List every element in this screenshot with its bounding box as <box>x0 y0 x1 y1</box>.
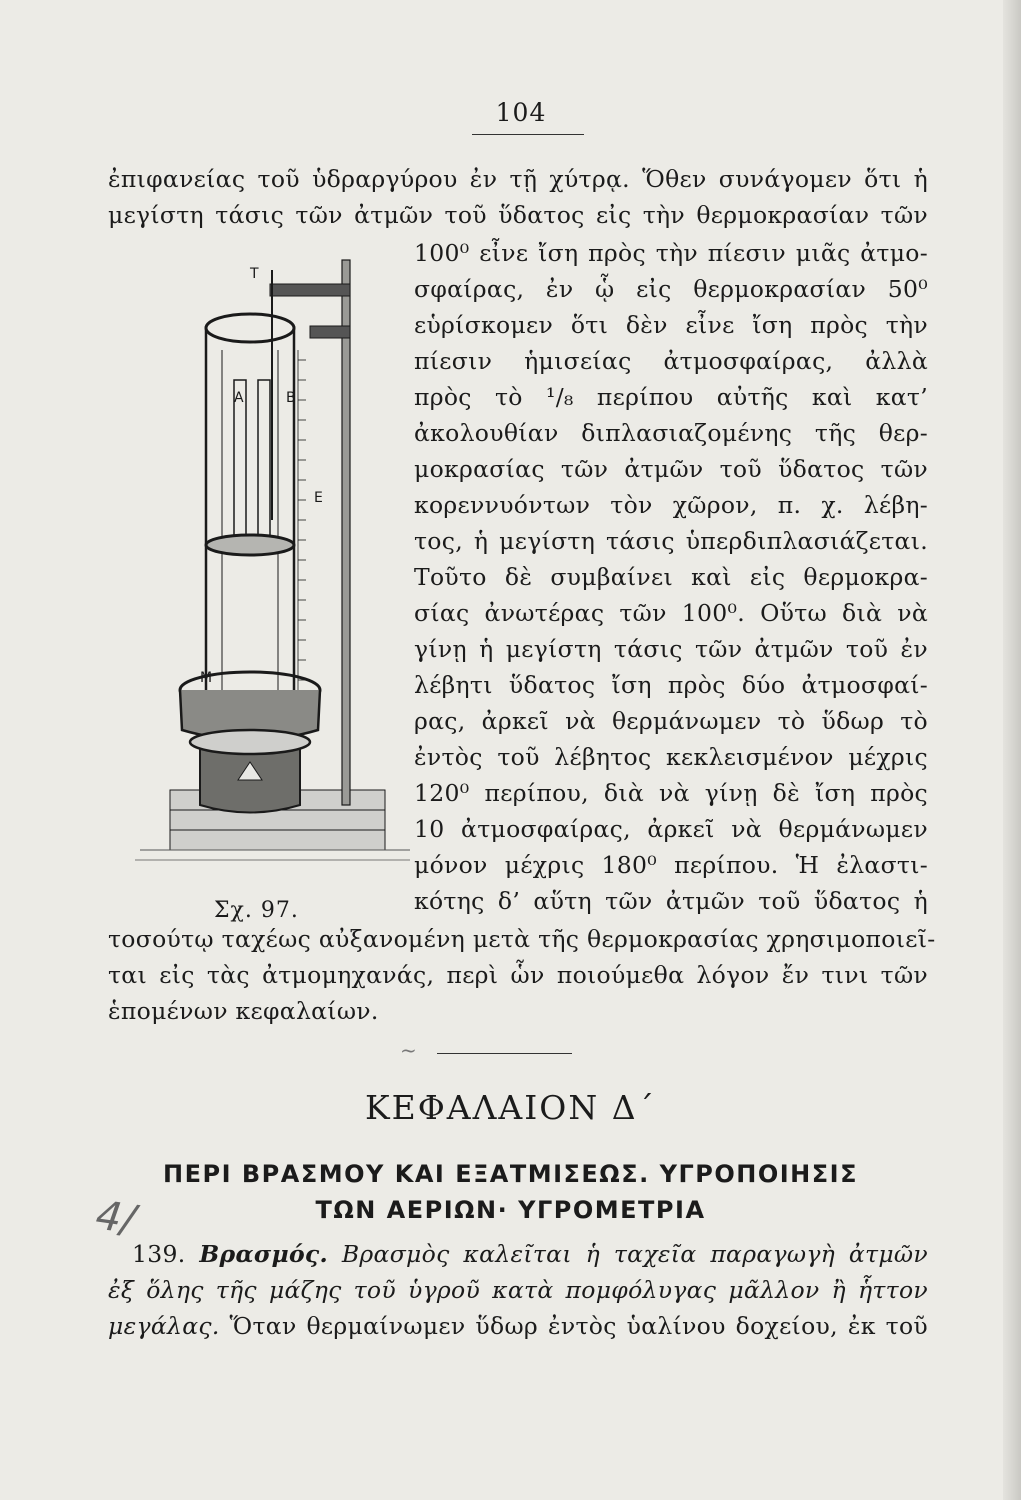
section-first-line <box>132 1237 928 1271</box>
text-line: μοκρασίας τῶν ἀτμῶν τοῦ ὕδατος τῶν <box>414 455 928 483</box>
text-line: ἑπομένων κεφαλαίων. <box>108 997 379 1025</box>
text-line: μεγίστη τάσις τῶν ἀτμῶν τοῦ ὕδατος εἰς τὴν θερμοκρασίαν τῶν <box>108 201 928 229</box>
text-line: Τοῦτο δὲ συμβαίνει καὶ εἰς θερμοκρα- <box>414 563 928 591</box>
text-line: 100⁰ εἶνε ἴση πρὸς τὴν πίεσιν μιᾶς ἀτμο- <box>414 239 928 267</box>
stand-rod <box>342 260 350 805</box>
text-line: λέβητι ὕδατος ἴση πρὸς δύο ἀτμοσφαί- <box>414 671 928 699</box>
section-line-3 <box>108 1309 928 1343</box>
text-line: 120⁰ περίπου, διὰ νὰ γίνῃ δὲ ἴση πρὸς <box>414 779 928 807</box>
text-line: ἐντὸς τοῦ λέβητος κεκλεισμένον μέχρις <box>414 743 928 771</box>
text-line: κορεννυόντων τὸν χῶρον, π. χ. λέβη- <box>414 491 928 519</box>
text-line: 10 ἀτμοσφαίρας, ἀρκεῖ νὰ θερμάνωμεν <box>414 815 928 843</box>
header-rule <box>472 134 584 135</box>
text-line: τοσούτῳ ταχέως αὐξανομένη μετὰ τῆς θερμοκρασίας χρησιμοποιεῖ- <box>108 925 936 953</box>
chapter-subtitle-line-2: ΤΩΝ ΑΕΡΙΩΝ· ΥΓΡΟΜΕΤΡΙΑ <box>315 1196 706 1224</box>
text-line: πίεσιν ἡμισείας ἀτμοσφαίρας, ἀλλὰ <box>414 347 928 375</box>
boiler-apparatus-figure <box>130 250 415 890</box>
section-number: 139. <box>132 1240 186 1268</box>
page-edge <box>1003 0 1021 1500</box>
text-line: σίας ἀνωτέρας τῶν 100⁰. Οὕτω διὰ νὰ <box>414 599 928 627</box>
section-heading: Βρασμός. <box>199 1240 329 1268</box>
upper-clamp <box>270 284 350 296</box>
squiggle-mark: ~ <box>400 1038 417 1062</box>
text-line: ται εἰς τὰς ἀτμομηχανάς, περὶ ὧν ποιούμεθα λόγον ἔν τινι τῶν <box>108 961 928 989</box>
figure-label-T: T <box>250 266 259 282</box>
text-line: πρὸς τὸ ¹/₈ περίπου αὐτῆς καὶ κατ’ <box>414 383 928 411</box>
section-line-3-rest: Ὅταν θερμαίνωμεν ὕδωρ ἐντὸς ὑαλίνου δοχείου, ἐκ τοῦ <box>219 1312 928 1340</box>
figure-label-E: E <box>314 490 323 506</box>
figure-label-M: M <box>200 670 213 686</box>
section-line-1: Βρασμὸς καλεῖται ἡ ταχεῖα παραγωγὴ ἀτμῶν <box>341 1240 928 1268</box>
section-rule <box>437 1053 572 1054</box>
lower-clamp <box>310 326 350 338</box>
support-ring <box>206 535 294 555</box>
text-line: μόνον μέχρις 180⁰ περίπου. Ἡ ἐλαστι- <box>414 851 928 879</box>
cylinder-top <box>206 314 294 342</box>
section-line-3-italic: μεγάλας. <box>108 1312 220 1340</box>
scale-E <box>298 350 306 700</box>
text-line: γίνῃ ἡ μεγίστη τάσις τῶν ἀτμῶν τοῦ ἐν <box>414 635 928 663</box>
text-line: ἐπιφανείας τοῦ ὑδραργύρου ἐν τῇ χύτρᾳ. Ὅθεν συνάγομεν ὅτι ἡ <box>108 165 928 193</box>
text-line: τος, ἡ μεγίστη τάσις ὑπερδιπλασιάζεται. <box>414 527 928 555</box>
chapter-title: ΚΕΦΑΛΑΙΟΝ Δ΄ <box>364 1088 657 1127</box>
text-line: κότης δ’ αὕτη τῶν ἀτμῶν τοῦ ὕδατος ἡ <box>414 887 928 915</box>
tube-B <box>258 380 270 540</box>
figure-caption: Σχ. 97. <box>214 898 299 923</box>
handwritten-margin-note: 4/ <box>92 1192 138 1244</box>
page-number: 104 <box>495 98 547 127</box>
figure-label-A: A <box>234 390 244 406</box>
text-line: ρας, ἀρκεῖ νὰ θερμάνωμεν τὸ ὕδωρ τὸ <box>414 707 928 735</box>
figure-label-B: B <box>286 390 296 406</box>
chapter-subtitle-line-1: ΠΕΡΙ ΒΡΑΣΜΟΥ ΚΑΙ ΕΞΑΤΜΙΣΕΩΣ. ΥΓΡΟΠΟΙΗΣΙΣ <box>163 1160 858 1188</box>
text-line: σφαίρας, ἐν ᾧ εἰς θερμοκρασίαν 50⁰ <box>414 275 928 303</box>
section-line-2: ἐξ ὅλης τῆς μάζης τοῦ ὑγροῦ κατὰ πομφόλυγας μᾶλλον ἢ ἧττον <box>108 1276 928 1304</box>
text-line: ἀκολουθίαν διπλασιαζομένης τῆς θερ- <box>414 419 928 447</box>
text-line: εὑρίσκομεν ὅτι δὲν εἶνε ἴση πρὸς τὴν <box>414 311 928 339</box>
